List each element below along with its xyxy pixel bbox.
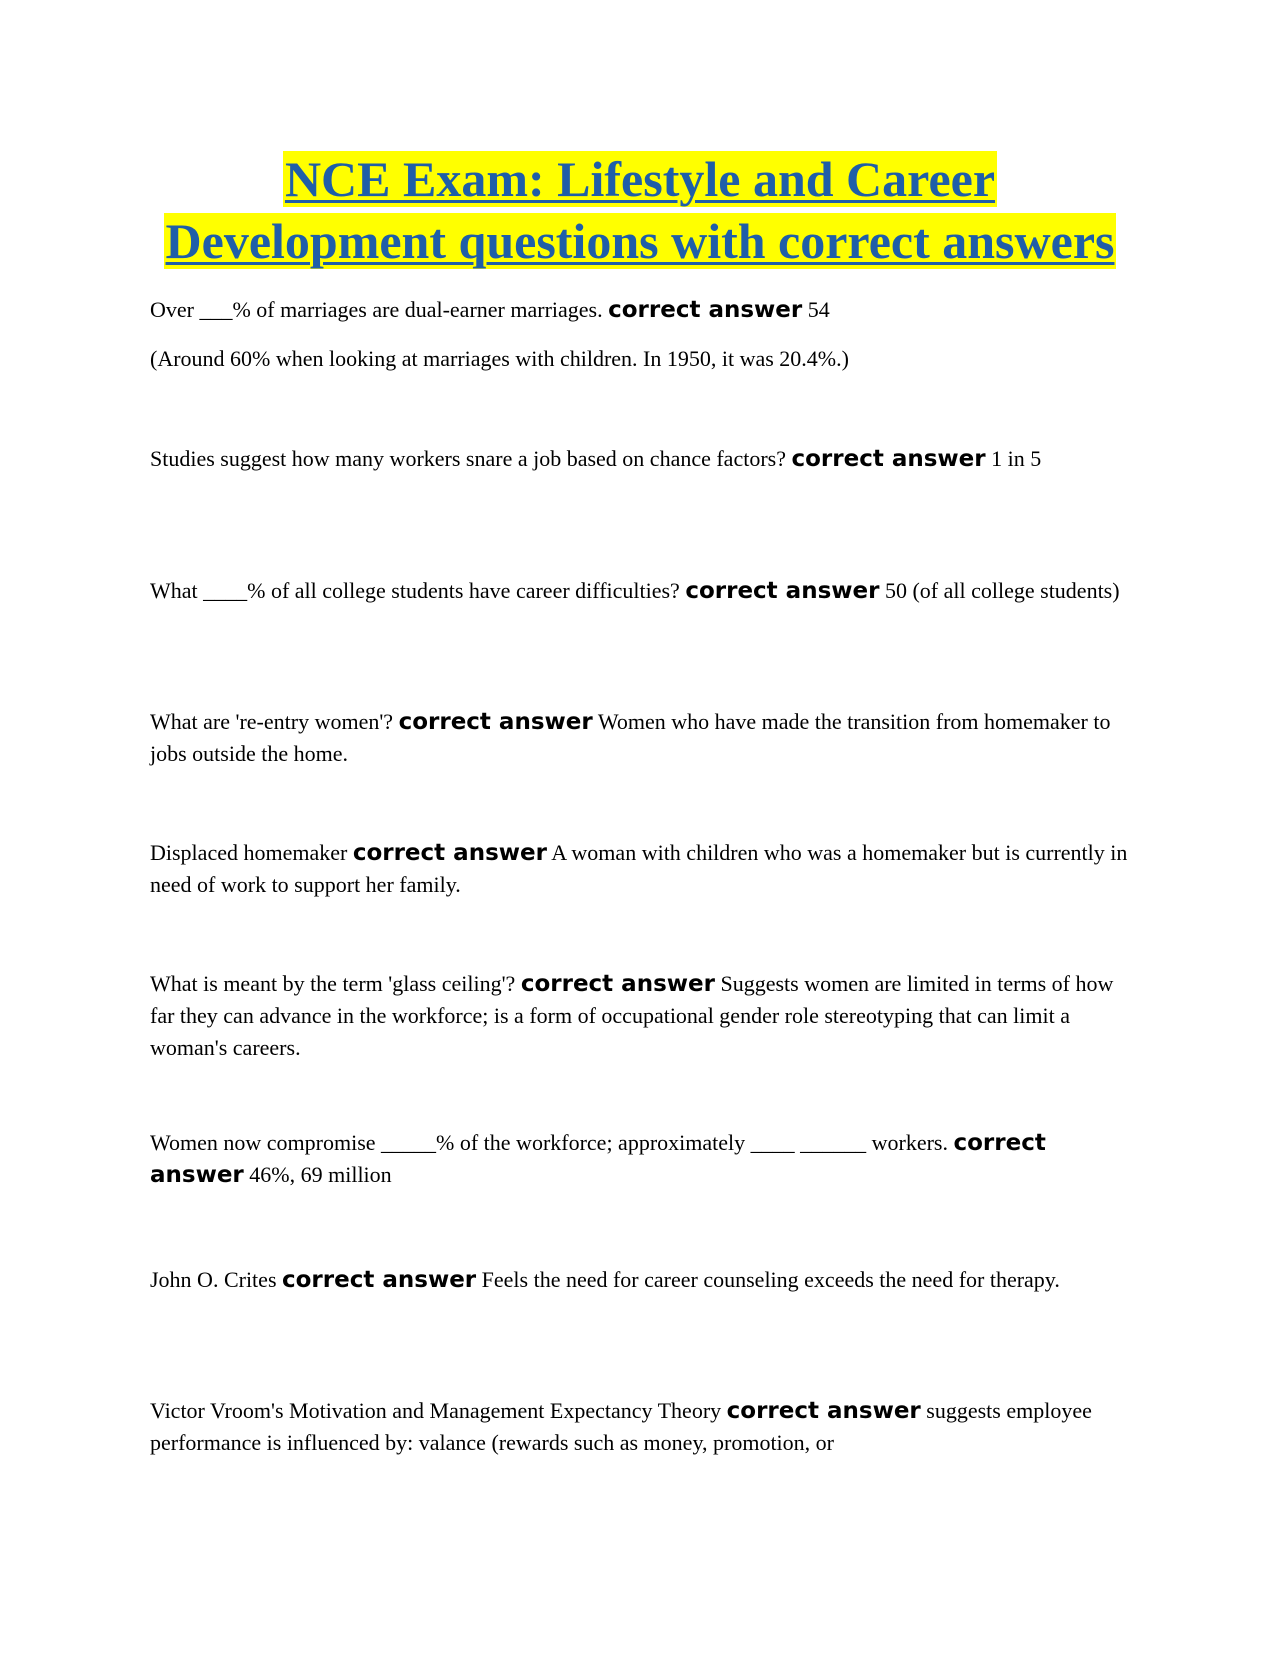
question-text: John O. Crites	[150, 1267, 277, 1292]
document-title	[120, 148, 1160, 272]
answer-text: Women who have made the transition from homemaker to jobs outside the home.	[150, 709, 1111, 766]
correct-answer-label: correct answer	[398, 709, 593, 735]
qa-item-5	[150, 837, 1130, 901]
note-text: (Around 60% when looking at marriages with children. In 1950, it was 20.4%.)	[150, 346, 849, 371]
answer-text: Suggests women are limited in terms of how far they can advance in the workforce; is a form of occupational gender role stereotyping that can limit a woman's careers.	[150, 971, 1114, 1060]
qa-item-2	[150, 443, 1130, 475]
correct-answer-label: correct answer	[726, 1398, 921, 1424]
question-text: What are 're-entry women'?	[150, 709, 394, 734]
title-line-1: NCE Exam: Lifestyle and Career	[284, 151, 996, 207]
question-text: Women now compromise _____% of the workforce; approximately ____ ______ workers.	[150, 1130, 948, 1155]
correct-answer-label: correct answer	[520, 971, 715, 997]
question-text: Victor Vroom's Motivation and Management Expectancy Theory	[150, 1398, 722, 1423]
qa-item-1	[150, 294, 1130, 326]
question-text: What is meant by the term 'glass ceiling'?	[150, 971, 516, 996]
qa-item-1-note	[150, 343, 1130, 375]
title-line-2: Development questions with correct answers	[165, 213, 1115, 269]
correct-answer-label: correct answer	[608, 297, 803, 323]
answer-text: suggests employee performance is influenced by: valance (rewards such as money, promotion, or	[150, 1398, 1092, 1455]
qa-item-9	[150, 1395, 1130, 1459]
question-text: What ____% of all college students have career difficulties?	[150, 578, 680, 603]
correct-answer-label: correct answer	[791, 446, 986, 472]
correct-answer-label: correct answer	[282, 1267, 477, 1293]
answer-text: 1 in 5	[991, 446, 1042, 471]
qa-item-7	[150, 1127, 1130, 1191]
question-text: Over ___% of marriages are dual-earner marriages.	[150, 297, 603, 322]
answer-text: 50 (of all college students)	[884, 578, 1120, 603]
answer-text: Feels the need for career counseling exceeds the need for therapy.	[481, 1267, 1060, 1292]
correct-answer-label: correct answer	[352, 840, 547, 866]
question-text: Studies suggest how many workers snare a job based on chance factors?	[150, 446, 786, 471]
question-text: Displaced homemaker	[150, 840, 348, 865]
answer-text: 46%, 69 million	[249, 1162, 392, 1187]
answer-text: A woman with children who was a homemaker but is currently in need of work to support her family.	[150, 840, 1128, 897]
correct-answer-label: correct answer	[685, 578, 880, 604]
qa-item-6	[150, 968, 1130, 1064]
correct-answer-label: correct answer	[150, 1130, 1046, 1188]
qa-item-4	[150, 706, 1130, 770]
qa-item-3	[150, 575, 1130, 607]
qa-item-8	[150, 1264, 1130, 1296]
answer-text: 54	[807, 297, 830, 322]
